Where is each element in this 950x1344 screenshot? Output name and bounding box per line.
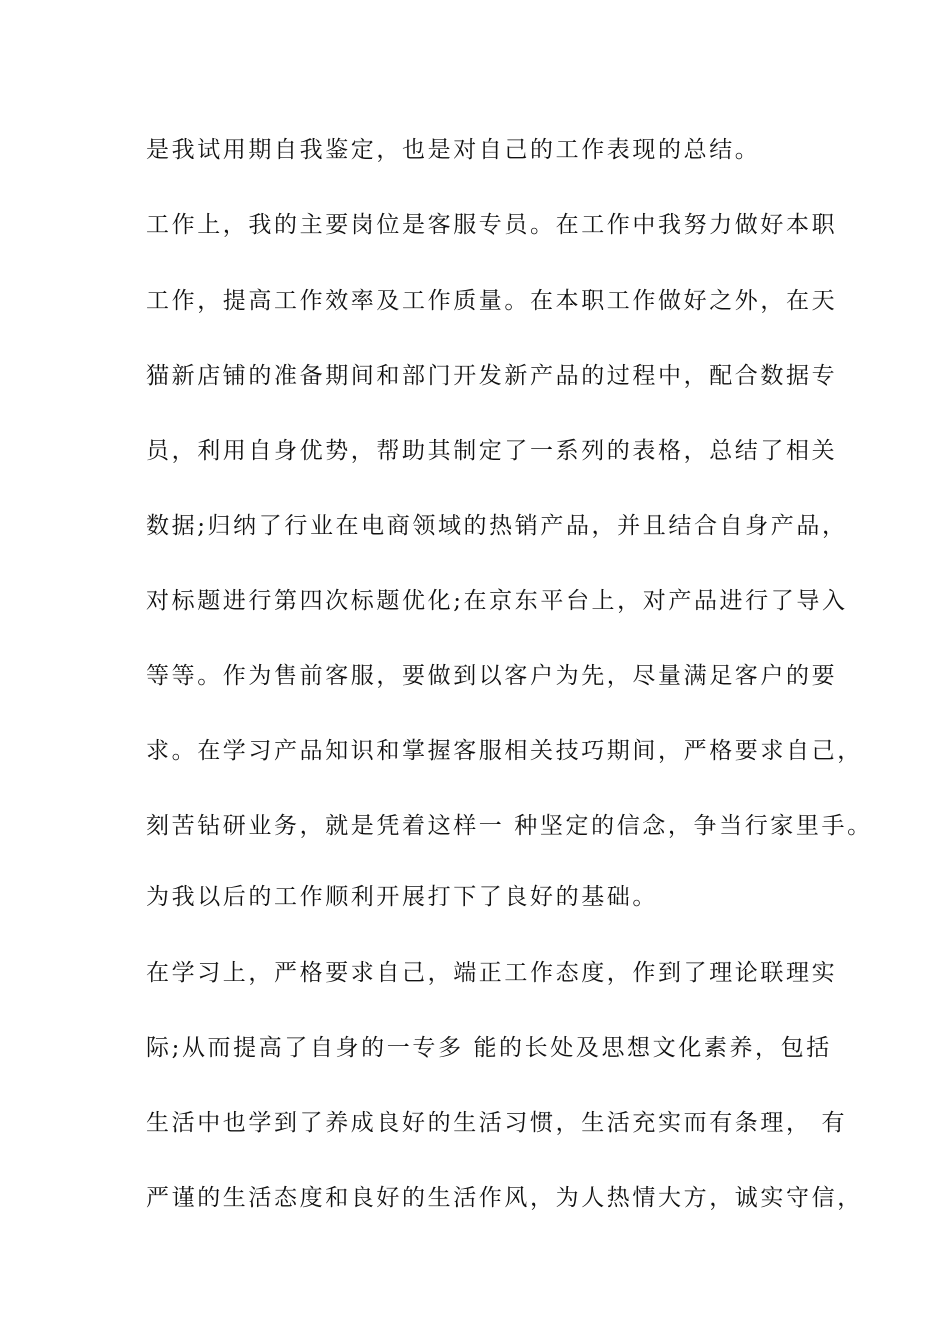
text-line-11: 为我以后的工作顺利开展打下了良好的基础。	[146, 884, 658, 910]
text-line-9: 求。在学习产品知识和掌握客服相关技巧期间，严格要求自己，	[146, 738, 863, 764]
text-line-8: 等等。作为售前客服，要做到以客户为先，尽量满足客户的要	[146, 663, 838, 689]
text-line-10: 刻苦钻研业务，就是凭着这样一 种坚定的信念，争当行家里手。	[146, 813, 873, 839]
text-line-1: 是我试用期自我鉴定，也是对自己的工作表现的总结。	[146, 137, 761, 163]
text-line-6: 数据;归纳了行业在电商领域的热销产品，并且结合自身产品，	[146, 513, 848, 539]
text-line-5: 员，利用自身优势，帮助其制定了一系列的表格，总结了相关	[146, 438, 838, 464]
text-line-12: 在学习上，严格要求自己，端正工作态度，作到了理论联理实	[146, 960, 838, 986]
text-line-14: 生活中也学到了养成良好的生活习惯，生活充实而有条理， 有	[146, 1110, 848, 1136]
text-line-15: 严谨的生活态度和良好的生活作风，为人热情大方，诚实守信，	[146, 1185, 863, 1211]
text-line-7: 对标题进行第四次标题优化;在京东平台上，对产品进行了导入	[146, 588, 848, 614]
text-line-4: 猫新店铺的准备期间和部门开发新产品的过程中，配合数据专	[146, 363, 838, 389]
text-line-13: 际;从而提高了自身的一专多 能的长处及思想文化素养，包括	[146, 1035, 832, 1061]
text-line-2: 工作上，我的主要岗位是客服专员。在工作中我努力做好本职	[146, 212, 838, 238]
text-line-3: 工作，提高工作效率及工作质量。在本职工作做好之外，在天	[146, 288, 838, 314]
